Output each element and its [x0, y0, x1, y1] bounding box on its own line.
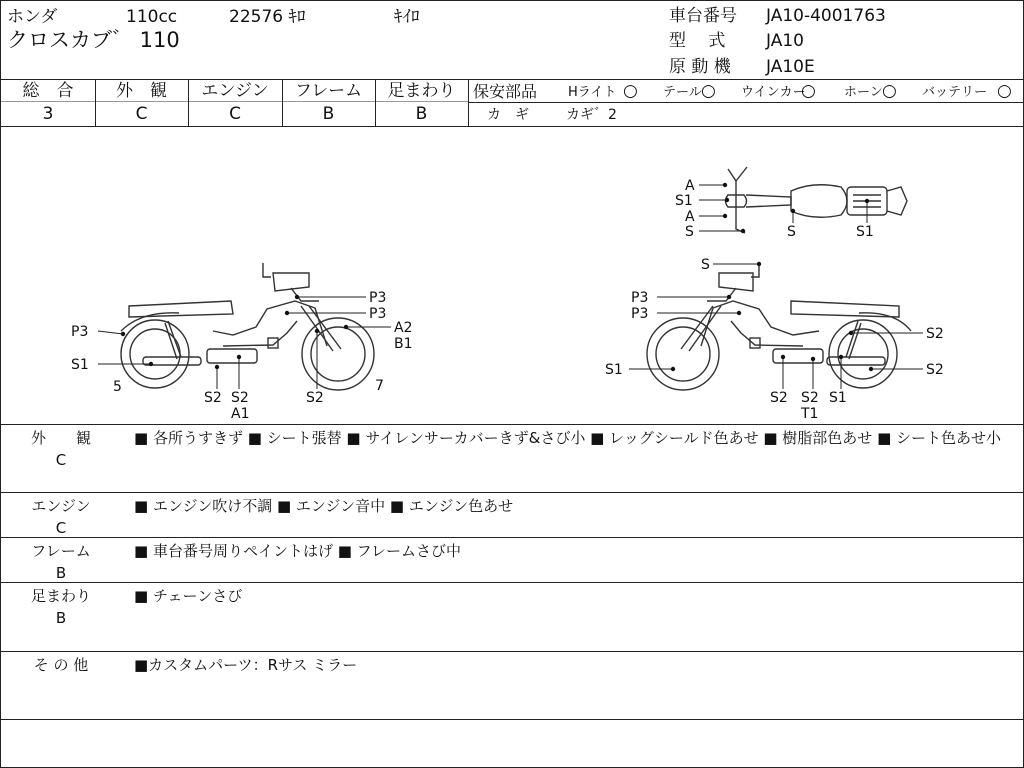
damage-label: S2 [204, 390, 222, 406]
damage-label: S1 [675, 193, 693, 209]
engine-code: JA10E [766, 57, 815, 77]
remark-text: ■カスタムパーツ：Rサス ミラー [134, 656, 358, 674]
grade-header-frame: フレーム [294, 81, 363, 101]
model-label: 型 式 [669, 31, 726, 51]
damage-label: S2 [926, 362, 944, 378]
key-label: カ ギ [487, 107, 529, 123]
grade-engine: C [229, 104, 241, 124]
divider [1, 719, 1024, 720]
safety-item-headlight: Hライト [568, 85, 617, 100]
damage-label: B1 [394, 336, 413, 352]
safety-item-horn: ホーン [844, 85, 883, 100]
grade-exterior: C [135, 104, 148, 124]
damage-label: A [685, 178, 695, 194]
damage-label: P3 [71, 324, 89, 340]
remark-category: そ の 他 [33, 656, 89, 674]
remark-grade: B [55, 564, 67, 582]
damage-label: 5 [113, 379, 122, 395]
safety-label: 保安部品 [473, 82, 538, 101]
model-code: JA10 [766, 31, 804, 51]
damage-label: P3 [631, 306, 649, 322]
damage-label: S1 [71, 357, 89, 373]
damage-label: P3 [369, 290, 387, 306]
remark-grade: C [55, 451, 67, 469]
divider [1, 492, 1024, 493]
damage-label: S2 [801, 390, 819, 406]
safety-item-tail: テール [663, 85, 702, 100]
remark-grade: C [55, 519, 67, 537]
divider [1, 424, 1024, 425]
damage-label: A2 [394, 320, 413, 336]
safety-mark: ○ [882, 81, 897, 101]
safety-item-winker: ウインカー [741, 85, 806, 100]
displacement: 110cc [126, 7, 178, 27]
grade-overall: 3 [42, 104, 54, 124]
damage-label: S [787, 224, 796, 240]
remark-text: ■ 各所うすきず ■ シート張替 ■ サイレンサーカバーきず&さび小 ■ レッグシールド色あせ ■ 樹脂部色あせ ■ シート色あせ小 [134, 429, 1002, 447]
damage-label: T1 [801, 406, 819, 422]
damage-label: S1 [829, 390, 847, 406]
grade-header-overall: 総 合 [22, 81, 74, 101]
damage-label: S2 [306, 390, 324, 406]
maker: ホンダ [7, 7, 58, 27]
grade-header-exterior: 外 観 [116, 81, 167, 101]
frame-no: JA10-4001763 [766, 6, 886, 26]
model-name: クロスカブ゛ 110 [7, 28, 180, 52]
remark-grade: B [55, 609, 67, 627]
mileage: 22576 ｷﾛ [229, 7, 306, 27]
damage-label: S2 [231, 390, 249, 406]
safety-mark: ○ [701, 81, 716, 101]
remark-category: 足まわり [30, 587, 91, 605]
body-color: ｷｲﾛ [394, 7, 420, 27]
rear-wheel [121, 320, 189, 388]
grade-frame: B [322, 104, 335, 124]
remark-category: フレーム [31, 542, 91, 560]
damage-label: S [701, 257, 710, 273]
damage-label: P3 [369, 306, 387, 322]
damage-label: A1 [231, 406, 250, 422]
remark-text: ■ チェーンさび [134, 587, 243, 605]
safety-mark: ○ [997, 81, 1012, 101]
frame-no-label: 車台番号 [669, 6, 737, 26]
safety-mark: ○ [801, 81, 816, 101]
grade-suspension: B [415, 104, 428, 124]
safety-item-battery: バッテリー [922, 85, 988, 100]
damage-label: S1 [605, 362, 623, 378]
damage-label: P3 [631, 290, 649, 306]
remark-category: エンジン [31, 497, 91, 515]
damage-label: A [685, 209, 695, 225]
divider [1, 582, 1024, 583]
front-wheel [302, 318, 374, 390]
safety-mark: ○ [623, 81, 638, 101]
grade-header-suspension: 足まわり [387, 81, 456, 101]
key-value: カギ゛2 [566, 107, 617, 123]
damage-diagram [1, 1, 1024, 431]
remark-text: ■ エンジン吹け不調 ■ エンジン音中 ■ エンジン色あせ [134, 497, 514, 515]
damage-label: S [685, 224, 694, 240]
divider [1, 537, 1024, 538]
divider [1, 651, 1024, 652]
damage-label: S2 [770, 390, 788, 406]
grade-header-engine: エンジン [201, 81, 269, 101]
damage-label: S2 [926, 326, 944, 342]
damage-label: 7 [375, 378, 384, 394]
remark-category: 外 観 [30, 429, 91, 447]
damage-label: S1 [856, 224, 874, 240]
remark-text: ■ 車台番号周りペイントはげ ■ フレームさび中 [134, 542, 462, 560]
engine-label: 原 動 機 [669, 57, 731, 77]
